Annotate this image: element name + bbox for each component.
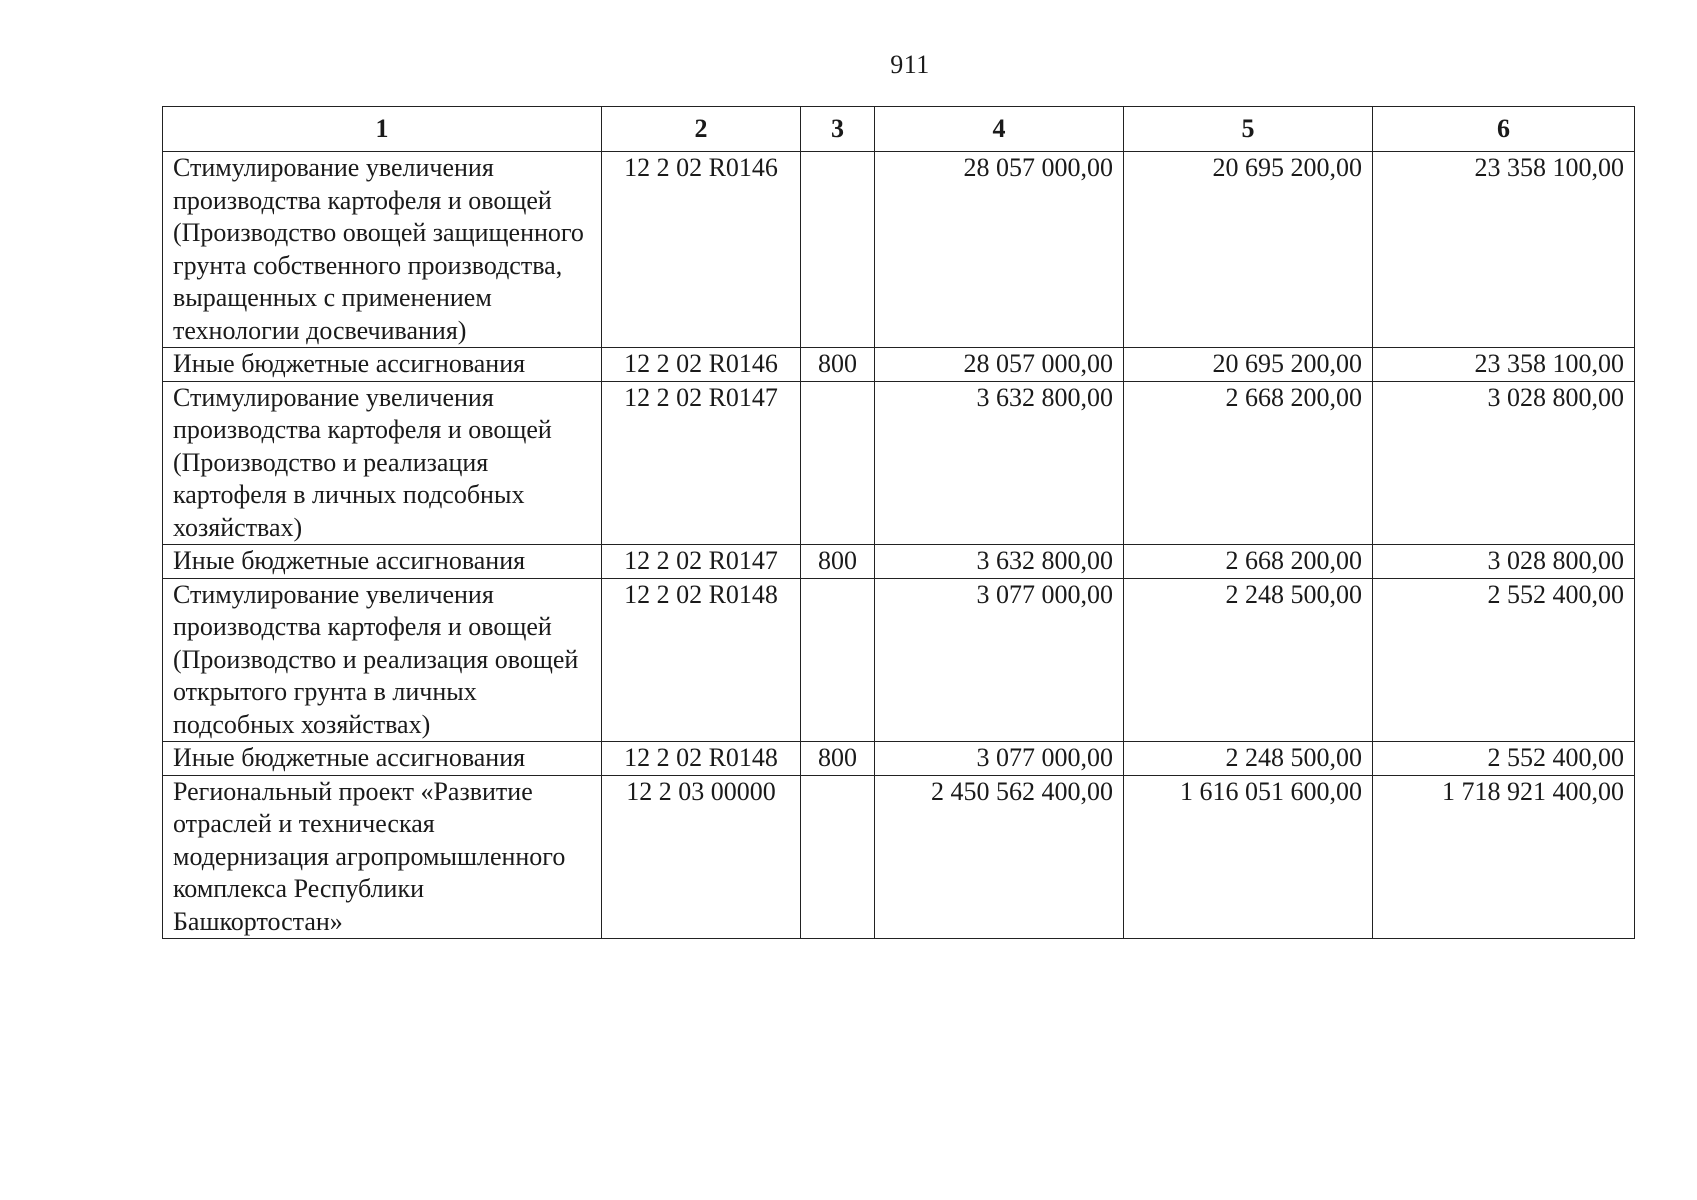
row-code-cell: 12 2 02 R0148 bbox=[602, 742, 801, 776]
row-type-cell bbox=[801, 775, 875, 939]
row-type-cell: 800 bbox=[801, 545, 875, 579]
row-code-cell: 12 2 02 R0147 bbox=[602, 381, 801, 545]
row-value-5-cell: 2 668 200,00 bbox=[1124, 381, 1373, 545]
table-row bbox=[163, 381, 1635, 545]
table-row bbox=[163, 152, 1635, 348]
row-value-4-cell: 3 077 000,00 bbox=[875, 742, 1124, 776]
row-value-6-cell: 3 028 800,00 bbox=[1373, 381, 1635, 545]
table-row bbox=[163, 545, 1635, 579]
table-header-cell: 5 bbox=[1124, 107, 1373, 152]
row-value-6-cell: 23 358 100,00 bbox=[1373, 348, 1635, 382]
row-name-cell: Иные бюджетные ассигнования bbox=[163, 742, 602, 776]
row-value-6-cell: 23 358 100,00 bbox=[1373, 152, 1635, 348]
row-name-cell: Стимулирование увеличения производства картофеля и овощей (Производство и реализация овощей открытого грунта в личных подсобных хозяйствах) bbox=[163, 578, 602, 742]
row-type-cell bbox=[801, 578, 875, 742]
row-value-5-cell: 2 248 500,00 bbox=[1124, 578, 1373, 742]
budget-table bbox=[162, 106, 1635, 939]
table-header-cell: 2 bbox=[602, 107, 801, 152]
row-code-cell: 12 2 02 R0146 bbox=[602, 348, 801, 382]
row-value-4-cell: 3 077 000,00 bbox=[875, 578, 1124, 742]
table-header-cell: 4 bbox=[875, 107, 1124, 152]
row-value-4-cell: 3 632 800,00 bbox=[875, 381, 1124, 545]
page-number: 911 bbox=[890, 50, 930, 79]
row-code-cell: 12 2 02 R0146 bbox=[602, 152, 801, 348]
row-value-5-cell: 1 616 051 600,00 bbox=[1124, 775, 1373, 939]
row-name-cell: Региональный проект «Развитие отраслей и техническая модернизация агропромышленного комплекса Республики Башкортостан» bbox=[163, 775, 602, 939]
table-row bbox=[163, 578, 1635, 742]
row-code-cell: 12 2 03 00000 bbox=[602, 775, 801, 939]
row-type-cell bbox=[801, 152, 875, 348]
row-value-5-cell: 2 248 500,00 bbox=[1124, 742, 1373, 776]
row-name-cell: Иные бюджетные ассигнования bbox=[163, 545, 602, 579]
row-code-cell: 12 2 02 R0147 bbox=[602, 545, 801, 579]
row-value-6-cell: 2 552 400,00 bbox=[1373, 742, 1635, 776]
row-value-5-cell: 2 668 200,00 bbox=[1124, 545, 1373, 579]
row-value-6-cell: 1 718 921 400,00 bbox=[1373, 775, 1635, 939]
table-header-cell: 6 bbox=[1373, 107, 1635, 152]
row-name-cell: Иные бюджетные ассигнования bbox=[163, 348, 602, 382]
table-header-cell: 3 bbox=[801, 107, 875, 152]
table-header-cell: 1 bbox=[163, 107, 602, 152]
row-value-6-cell: 2 552 400,00 bbox=[1373, 578, 1635, 742]
row-value-4-cell: 28 057 000,00 bbox=[875, 152, 1124, 348]
row-code-cell: 12 2 02 R0148 bbox=[602, 578, 801, 742]
row-value-4-cell: 28 057 000,00 bbox=[875, 348, 1124, 382]
row-type-cell: 800 bbox=[801, 742, 875, 776]
row-value-5-cell: 20 695 200,00 bbox=[1124, 152, 1373, 348]
row-type-cell: 800 bbox=[801, 348, 875, 382]
table-header-row bbox=[163, 107, 1635, 152]
row-type-cell bbox=[801, 381, 875, 545]
row-value-5-cell: 20 695 200,00 bbox=[1124, 348, 1373, 382]
table-row bbox=[163, 348, 1635, 382]
table-row bbox=[163, 775, 1635, 939]
row-name-cell: Стимулирование увеличения производства картофеля и овощей (Производство и реализация картофеля в личных подсобных хозяйствах) bbox=[163, 381, 602, 545]
row-value-4-cell: 3 632 800,00 bbox=[875, 545, 1124, 579]
row-value-6-cell: 3 028 800,00 bbox=[1373, 545, 1635, 579]
table-row bbox=[163, 742, 1635, 776]
row-name-cell: Стимулирование увеличения производства картофеля и овощей (Производство овощей защищенного грунта собственного производства, выращенных с применением технологии досвечивания) bbox=[163, 152, 602, 348]
row-value-4-cell: 2 450 562 400,00 bbox=[875, 775, 1124, 939]
